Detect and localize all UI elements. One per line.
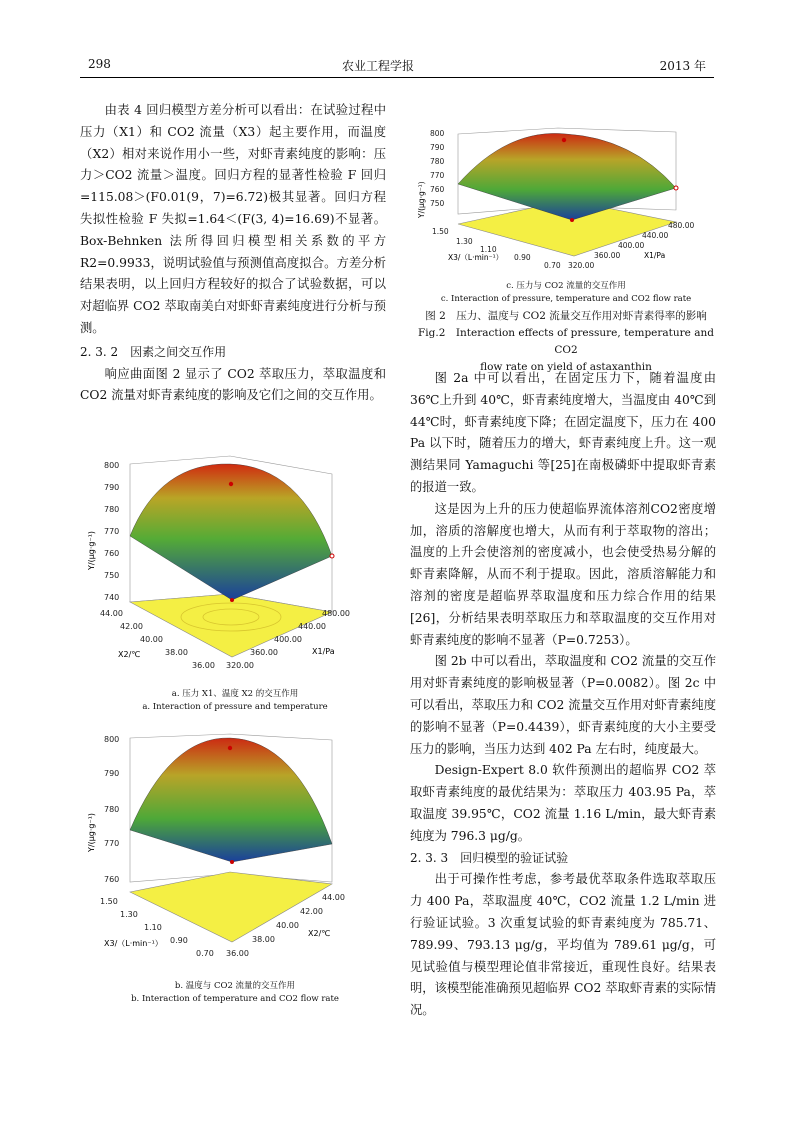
response-surface	[458, 133, 676, 220]
caption-2a-cn: a. 压力 X1、温度 X2 的交互作用	[171, 689, 299, 699]
caption-2c-cn: c. 压力与 CO2 流量的交互作用	[506, 281, 626, 291]
z-axis-label: Y/(μg·g⁻¹)	[87, 812, 96, 852]
z-tick-labels	[104, 461, 119, 602]
x-tick: 44.00	[100, 609, 123, 618]
z-tick: 780	[104, 505, 120, 514]
z-tick: 760	[430, 185, 445, 194]
y-tick: 40.00	[276, 921, 299, 930]
x-tick: 1.10	[480, 245, 497, 254]
response-surface	[130, 738, 332, 862]
paragraph-fig2a: 图 2a 中可以看出，在固定压力下，随着温度由 36℃上升到 40℃，虾青素纯度增大，当温度由 40℃到 44℃时，虾青素纯度下降；在固定温度下，压力在 400 Pa 以下时，随着压力的增大，虾青素纯度上升。这一观测结果同 Yamaguchi 等[25]在南极磷虾中提取虾青素的报道一致。	[410, 371, 716, 494]
design-point	[330, 554, 334, 558]
z-axis-label: Y/(μg·g⁻¹)	[417, 181, 426, 218]
section-heading-2-3-2: 2. 3. 2 因素之间交互作用	[80, 344, 227, 359]
design-point	[230, 598, 234, 602]
journal-name: 农业工程学报	[342, 59, 415, 73]
paragraph-optimum: Design-Expert 8.0 软件预测出的超临界 CO2 萃取虾青素纯度的最优结果为：萃取压力 403.95 Pa，萃取温度 39.95℃，CO2 流量 1.16 L/min，最大虾青素纯度为 796.3 μg/g。	[410, 763, 716, 843]
y-tick: 360.00	[250, 648, 278, 657]
right-column-text	[410, 368, 716, 1022]
caption-2b-cn: b. 温度与 CO2 流量的交互作用	[174, 981, 296, 991]
y-tick: 44.00	[322, 893, 345, 902]
paragraph-mechanism: 这是因为上升的压力使超临界流体溶剂CO2密度增加，溶质的溶解度也增大，从而有利于萃取物的溶出；温度的上升会使溶剂的密度减小，也会使受热易分解的虾青素降解，从而不利于提取。因此，溶质溶解能力和溶剂的密度是超临界萃取温度和压力综合作用的结果[26]，分析结果表明萃取压力和萃取温度的交互作用对虾青素纯度的影响不显著（P=0.7253）。	[410, 501, 716, 647]
y-tick: 440.00	[298, 622, 326, 631]
z-tick: 780	[104, 805, 120, 814]
z-tick-labels	[430, 129, 445, 208]
x-tick: 0.90	[170, 936, 188, 945]
y-axis-label: X1/Pa	[644, 251, 666, 260]
surface-plot-c	[418, 124, 714, 276]
z-tick: 770	[104, 839, 120, 848]
x-tick: 0.70	[544, 261, 561, 270]
x-tick: 1.50	[432, 227, 449, 236]
x-tick: 38.00	[165, 648, 188, 657]
figure-2-caption-en-2: flow rate on yield of astaxanthin	[480, 361, 652, 373]
caption-2b-en: b. Interaction of temperature and CO2 flow rate	[131, 994, 339, 1004]
x-tick: 1.50	[100, 897, 118, 906]
design-point	[562, 138, 566, 142]
y-tick: 480.00	[322, 609, 350, 618]
z-tick: 800	[430, 129, 445, 138]
paragraph-fig2-intro: 响应曲面图 2 显示了 CO2 萃取压力，萃取温度和 CO2 流量对虾青素纯度的影响及它们之间的交互作用。	[80, 366, 386, 403]
paragraph-validation: 出于可操作性考虑，参考最优萃取条件选取萃取压力 400 Pa，萃取温度 40℃，CO2 流量 1.2 L/min 进行验证试验。3 次重复试验的虾青素纯度为 785.71、789.99、793.13 μg/g，平均值为 789.61 μg/g，可见试验值与模型理论值非常接近，重现性良好。结果表明，该模型能准确预见超临界 CO2 萃取虾青素的实际情况。	[410, 872, 716, 1018]
z-tick: 760	[104, 875, 120, 884]
y-axis-label: X2/℃	[308, 929, 331, 938]
x-axis-label: X2/℃	[118, 650, 141, 659]
design-point	[228, 746, 232, 750]
y-tick: 360.00	[594, 251, 621, 260]
y-tick: 480.00	[668, 221, 695, 230]
z-tick: 790	[104, 769, 120, 778]
figure-2c	[417, 124, 714, 373]
z-tick: 750	[104, 571, 120, 580]
figure-2a	[87, 452, 370, 712]
z-tick-labels	[104, 735, 119, 884]
figure-2-caption-en-1: Fig.2 Interaction effects of pressure, temperature and CO2	[418, 327, 714, 356]
z-tick: 780	[430, 157, 445, 166]
x-tick: 0.90	[514, 253, 531, 262]
z-tick: 740	[104, 593, 120, 602]
y-axis-label: X1/Pa	[312, 647, 335, 656]
x-axis-label: X3/（L·min⁻¹）	[104, 939, 163, 948]
figure-2-caption-cn: 图 2 压力、温度与 CO2 流量交互作用对虾青素得率的影响	[425, 310, 707, 322]
y-tick: 38.00	[252, 935, 275, 944]
surface-plot-b	[87, 732, 370, 972]
y-tick: 42.00	[300, 907, 323, 916]
z-tick: 800	[104, 461, 120, 470]
x-tick: 1.10	[144, 923, 162, 932]
x-tick: 36.00	[192, 661, 215, 670]
y-tick: 36.00	[226, 949, 249, 958]
paragraph-anova: 由表 4 回归模型方差分析可以看出：在试验过程中压力（X1）和 CO2 流量（X3）起主要作用，而温度（X2）相对来说作用小一些，对虾青素纯度的影响：压力＞CO2 流量＞温度。回归方程的显著性检验 F 回归=115.08＞(F0.01(9，7)=6.72)极其显著。回归方程失拟性检验 F 失拟=1.64＜(F(3, 4)=16.69)不显著。Box-Behnken 法所得回归模型相关系数的平方 R2=0.9933，说明试验值与预测值高度拟合。方差分析结果表明，以上回归方程较好的拟合了试验数据，可以对超临界 CO2 萃取南美白对虾虾青素纯度进行分析与预测。	[80, 103, 386, 335]
z-tick: 770	[104, 527, 120, 536]
y-tick: 400.00	[274, 635, 302, 644]
header-rule	[80, 77, 714, 78]
caption-2a-en: a. Interaction of pressure and temperature	[142, 702, 328, 712]
z-axis-label: Y/(μg·g⁻¹)	[87, 530, 96, 570]
design-point	[230, 860, 234, 864]
z-tick: 760	[104, 549, 120, 558]
page-number: 298	[88, 57, 111, 71]
y-tick: 320.00	[226, 661, 254, 670]
z-tick: 790	[104, 483, 120, 492]
x-tick: 1.30	[120, 910, 138, 919]
z-tick: 790	[430, 143, 445, 152]
section-heading-2-3-3: 2. 3. 3 回归模型的验证试验	[410, 850, 569, 865]
z-tick: 800	[104, 735, 120, 744]
surface-plot-a	[87, 452, 370, 680]
left-column-text	[80, 100, 386, 407]
x-tick: 1.30	[456, 237, 473, 246]
y-tick: 320.00	[568, 261, 595, 270]
paragraph-fig2b-2c: 图 2b 中可以看出，萃取温度和 CO2 流量的交互作用对虾青素纯度的影响极显著（P=0.0082）。图 2c 中可以看出，萃取压力和 CO2 流量交互作用对虾青素纯度的影响不显著（P=0.4439），虾青素纯度的大小主要受压力的影响，当压力达到 402 Pa 左右时，纯度最大。	[410, 654, 716, 756]
caption-2c-en: c. Interaction of pressure, temperature and CO2 flow rate	[440, 294, 692, 304]
x-tick: 40.00	[140, 635, 163, 644]
y-tick: 440.00	[642, 231, 669, 240]
design-point	[674, 186, 678, 190]
design-point	[229, 482, 233, 486]
z-tick: 770	[430, 171, 445, 180]
x-tick: 42.00	[120, 622, 143, 631]
running-header	[80, 57, 714, 77]
figure-2b	[87, 732, 370, 1004]
design-point	[570, 218, 574, 222]
z-tick: 750	[430, 199, 445, 208]
x-tick: 0.70	[196, 949, 214, 958]
y-tick: 400.00	[618, 241, 645, 250]
x-axis-label: X3/（L·min⁻¹）	[448, 253, 504, 262]
header-year: 2013 年	[659, 59, 706, 73]
